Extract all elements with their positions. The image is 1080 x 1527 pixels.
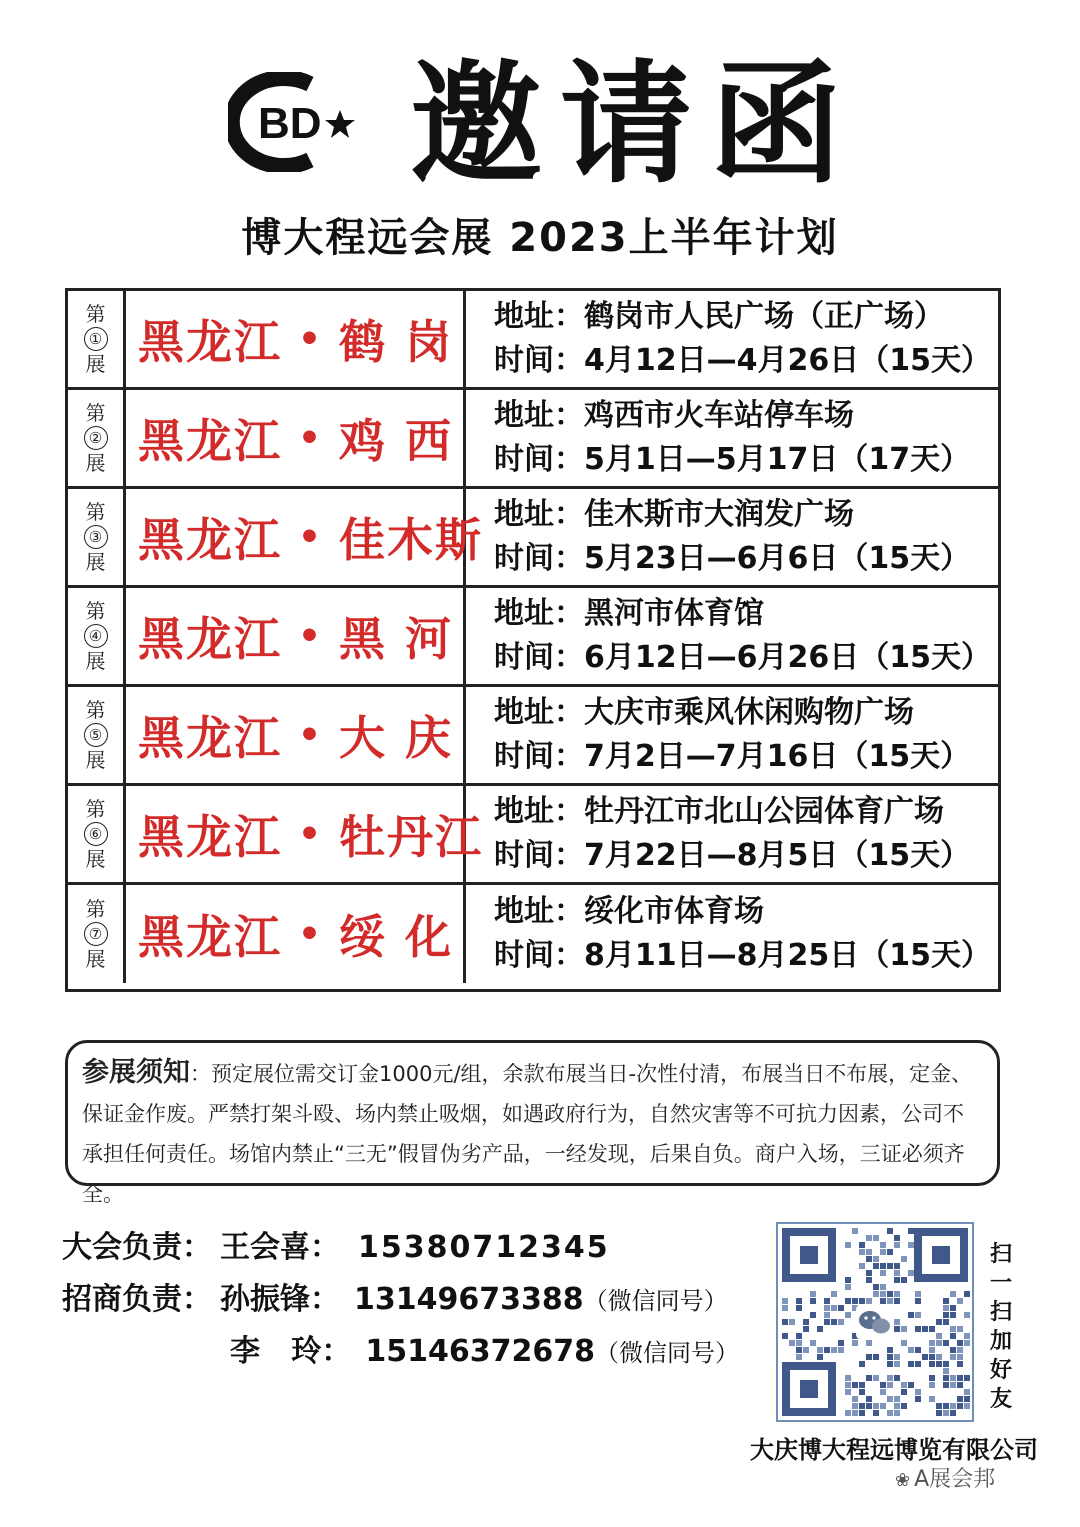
qr-module [901, 1326, 907, 1332]
qr-module [866, 1256, 872, 1262]
qr-module [950, 1347, 956, 1353]
exhibition-city: 黑龙江 • 鸡 西 [126, 390, 466, 486]
qr-module [894, 1277, 900, 1283]
qr-module [950, 1326, 956, 1332]
qr-module [831, 1347, 837, 1353]
exhibition-info [466, 588, 998, 684]
watermark [895, 1462, 995, 1493]
exhibition-number: 第 ① 展 [68, 291, 126, 387]
qr-module [950, 1312, 956, 1318]
qr-module [824, 1298, 830, 1304]
page-title: 邀请函 [410, 47, 860, 202]
sales1-name: 孙振锋： [220, 1282, 340, 1317]
qr-module [929, 1361, 935, 1367]
qr-module [803, 1319, 809, 1325]
qr-module [957, 1375, 963, 1381]
qr-module [894, 1291, 900, 1297]
qr-module [873, 1354, 879, 1360]
qr-module [950, 1382, 956, 1388]
time: 时间：7月22日—8月5日（15天） [494, 838, 971, 873]
time: 时间：8月11日—8月25日（15天） [494, 938, 991, 973]
qr-module [894, 1354, 900, 1360]
qr-module [887, 1375, 893, 1381]
qr-module [845, 1312, 851, 1318]
qr-module [845, 1242, 851, 1248]
qr-module [852, 1340, 858, 1346]
qr-module [810, 1298, 816, 1304]
exhibition-city: 黑龙江 • 牡丹江 [126, 786, 466, 882]
exhibition-city: 黑龙江 • 黑 河 [126, 588, 466, 684]
qr-module [943, 1368, 949, 1374]
sales2-note: （微信同号） [594, 1339, 739, 1367]
qr-module [887, 1347, 893, 1353]
qr-module [873, 1410, 879, 1416]
qr-module [929, 1354, 935, 1360]
company-name: 大庆博大程远博览有限公司 [750, 1436, 1038, 1464]
qr-module [894, 1375, 900, 1381]
exhibition-number: 第 ⑦ 展 [68, 885, 126, 983]
qr-module [943, 1361, 949, 1367]
time: 时间：5月23日—6月6日（15天） [494, 541, 971, 576]
qr-module [866, 1375, 872, 1381]
qr-module [880, 1249, 886, 1255]
qr-module [838, 1347, 844, 1353]
qr-module [873, 1235, 879, 1241]
qr-module [810, 1291, 816, 1297]
exhibition-info [466, 390, 998, 486]
qr-module [866, 1277, 872, 1283]
sales1-phone: 13149673388 [354, 1282, 584, 1317]
qr-module [957, 1298, 963, 1304]
qr-module [915, 1389, 921, 1395]
qr-module [859, 1242, 865, 1248]
director-name: 王会喜： [220, 1230, 340, 1265]
qr-module [929, 1382, 935, 1388]
table-row [68, 291, 998, 390]
qr-module [943, 1305, 949, 1311]
table-row [68, 885, 998, 983]
qr-module [943, 1410, 949, 1416]
qr-module [866, 1270, 872, 1276]
qr-module [929, 1347, 935, 1353]
table-row [68, 390, 998, 489]
qr-module [901, 1403, 907, 1409]
qr-module [957, 1396, 963, 1402]
qr-module [964, 1375, 970, 1381]
address: 地址：鹤岗市人民广场（正广场） [494, 299, 944, 334]
qr-module [950, 1354, 956, 1360]
qr-module [943, 1340, 949, 1346]
exhibition-number: 第 ⑤ 展 [68, 687, 126, 783]
qr-module [950, 1333, 956, 1339]
qr-module [859, 1403, 865, 1409]
qr-module [796, 1347, 802, 1353]
sales2-phone: 15146372678 [365, 1334, 595, 1369]
qr-module [901, 1340, 907, 1346]
table-row [68, 588, 998, 687]
qr-module [845, 1389, 851, 1395]
sales-label: 招商负责： [62, 1282, 212, 1317]
qr-module [831, 1319, 837, 1325]
qr-module [866, 1403, 872, 1409]
table-row [68, 687, 998, 786]
qr-module [894, 1410, 900, 1416]
qr-module [957, 1403, 963, 1409]
qr-module [866, 1235, 872, 1241]
qr-module [859, 1382, 865, 1388]
qr-module [845, 1382, 851, 1388]
qr-module [929, 1396, 935, 1402]
qr-module [887, 1361, 893, 1367]
qr-module [908, 1228, 914, 1234]
qr-module [824, 1347, 830, 1353]
time: 时间：7月2日—7月16日（15天） [494, 739, 971, 774]
qr-module [929, 1326, 935, 1332]
qr-module [887, 1228, 893, 1234]
qr-module [859, 1263, 865, 1269]
qr-module [866, 1354, 872, 1360]
exhibition-number: 第 ⑥ 展 [68, 786, 126, 882]
qr-module [908, 1361, 914, 1367]
qr-module [908, 1382, 914, 1388]
qr-module [950, 1410, 956, 1416]
qr-module [852, 1298, 858, 1304]
qr-module [908, 1312, 914, 1318]
qr-module [915, 1326, 921, 1332]
qr-module [845, 1375, 851, 1381]
sales-contact-2 [230, 1332, 739, 1373]
qr-module [880, 1270, 886, 1276]
qr-module [859, 1389, 865, 1395]
qr-module [880, 1382, 886, 1388]
qr-module [901, 1389, 907, 1395]
qr-module [859, 1361, 865, 1367]
qr-module [824, 1312, 830, 1318]
qr-pattern [778, 1224, 972, 1420]
qr-code [776, 1222, 974, 1422]
director-label: 大会负责： [62, 1230, 212, 1265]
qr-module [887, 1354, 893, 1360]
qr-module [859, 1410, 865, 1416]
qr-module [880, 1389, 886, 1395]
exhibition-info [466, 687, 998, 783]
qr-module [831, 1291, 837, 1297]
table-row [68, 786, 998, 885]
exhibition-city: 黑龙江 • 大 庆 [126, 687, 466, 783]
time: 时间：6月12日—6月26日（15天） [494, 640, 991, 675]
qr-module [887, 1410, 893, 1416]
qr-module [887, 1263, 893, 1269]
qr-module [964, 1340, 970, 1346]
exhibition-number: 第 ② 展 [68, 390, 126, 486]
qr-module [873, 1291, 879, 1297]
qr-module [894, 1319, 900, 1325]
qr-module [866, 1340, 872, 1346]
qr-module [943, 1319, 949, 1325]
qr-module [880, 1284, 886, 1290]
qr-module [894, 1235, 900, 1241]
logo-text: BD [258, 99, 322, 148]
qr-module [964, 1396, 970, 1402]
qr-module [964, 1333, 970, 1339]
qr-module [852, 1382, 858, 1388]
qr-module [936, 1410, 942, 1416]
qr-module [859, 1298, 865, 1304]
exhibition-city: 黑龙江 • 佳木斯 [126, 489, 466, 585]
qr-module [838, 1340, 844, 1346]
qr-module [873, 1375, 879, 1381]
qr-module [796, 1354, 802, 1360]
notice-label: 参展须知 [82, 1057, 190, 1088]
qr-module [943, 1298, 949, 1304]
exhibition-number: 第 ③ 展 [68, 489, 126, 585]
qr-module [957, 1347, 963, 1353]
qr-module [936, 1354, 942, 1360]
qr-module [887, 1382, 893, 1388]
qr-module [957, 1340, 963, 1346]
qr-module [936, 1333, 942, 1339]
director-contact [62, 1228, 610, 1268]
qr-module [950, 1305, 956, 1311]
qr-module [943, 1312, 949, 1318]
qr-module [908, 1242, 914, 1248]
qr-module [915, 1347, 921, 1353]
qr-module [866, 1249, 872, 1255]
schedule-table [65, 288, 1001, 992]
qr-module [852, 1403, 858, 1409]
address: 地址：绥化市体育场 [494, 894, 764, 929]
qr-module [950, 1375, 956, 1381]
qr-module [873, 1256, 879, 1262]
qr-module [782, 1319, 788, 1325]
qr-module [873, 1263, 879, 1269]
qr-module [894, 1242, 900, 1248]
address: 地址：大庆市乘风休闲购物广场 [494, 695, 914, 730]
qr-module [943, 1375, 949, 1381]
exhibition-city: 黑龙江 • 鹤 岗 [126, 291, 466, 387]
qr-module [957, 1382, 963, 1388]
qr-module [782, 1298, 788, 1304]
qr-module [943, 1403, 949, 1409]
qr-module [782, 1305, 788, 1311]
qr-module [887, 1249, 893, 1255]
qr-module [915, 1298, 921, 1304]
qr-module [957, 1326, 963, 1332]
qr-module [880, 1291, 886, 1297]
qr-module [894, 1403, 900, 1409]
exhibition-info [466, 489, 998, 585]
scan-instruction: 扫一扫加好友 [989, 1242, 1012, 1412]
qr-module [894, 1270, 900, 1276]
qr-module [964, 1389, 970, 1395]
qr-module [880, 1298, 886, 1304]
qr-module [894, 1326, 900, 1332]
sales1-note: （微信同号） [583, 1287, 728, 1315]
qr-module [845, 1284, 851, 1290]
address: 地址：佳木斯市大润发广场 [494, 497, 854, 532]
qr-module [845, 1277, 851, 1283]
qr-module [887, 1396, 893, 1402]
qr-module [936, 1361, 942, 1367]
qr-module [803, 1326, 809, 1332]
address: 地址：鸡西市火车站停车场 [494, 398, 854, 433]
address: 地址：黑河市体育馆 [494, 596, 764, 631]
qr-module [817, 1354, 823, 1360]
director-phone: 15380712345 [358, 1230, 610, 1265]
qr-module [908, 1347, 914, 1353]
exhibition-number: 第 ④ 展 [68, 588, 126, 684]
qr-module [859, 1249, 865, 1255]
time: 时间：5月1日—5月17日（17天） [494, 442, 971, 477]
qr-module [922, 1326, 928, 1332]
watermark-text: A展会邦 [914, 1467, 996, 1492]
qr-module [852, 1410, 858, 1416]
qr-module [852, 1228, 858, 1234]
qr-module [894, 1396, 900, 1402]
qr-module [796, 1333, 802, 1339]
qr-module [796, 1298, 802, 1304]
qr-module [901, 1277, 907, 1283]
qr-module [866, 1298, 872, 1304]
qr-module [915, 1312, 921, 1318]
qr-module [803, 1347, 809, 1353]
qr-module [901, 1256, 907, 1262]
exhibition-city: 黑龙江 • 绥 化 [126, 885, 466, 983]
exhibitor-notice [65, 1040, 1000, 1206]
qr-module [894, 1263, 900, 1269]
qr-module [915, 1361, 921, 1367]
qr-module [789, 1340, 795, 1346]
table-row [68, 489, 998, 588]
qr-module [915, 1291, 921, 1297]
exhibition-info [466, 885, 998, 983]
page-subtitle: 博大程远会展 2023上半年计划 [241, 215, 839, 261]
wechat-icon: ❀ [895, 1470, 911, 1491]
qr-module [831, 1305, 837, 1311]
qr-module [824, 1319, 830, 1325]
qr-module [887, 1291, 893, 1297]
qr-module [964, 1312, 970, 1318]
qr-module [796, 1340, 802, 1346]
qr-module [908, 1270, 914, 1276]
qr-module [880, 1403, 886, 1409]
qr-module [838, 1305, 844, 1311]
qr-module [817, 1326, 823, 1332]
company-logo [228, 72, 358, 172]
exhibition-info [466, 291, 998, 387]
qr-module [943, 1382, 949, 1388]
sales-contact-1 [62, 1280, 728, 1321]
qr-module [936, 1340, 942, 1346]
qr-module [845, 1298, 851, 1304]
qr-module [852, 1396, 858, 1402]
qr-module [929, 1340, 935, 1346]
qr-module [880, 1242, 886, 1248]
qr-module [901, 1382, 907, 1388]
qr-module [873, 1403, 879, 1409]
qr-module [957, 1361, 963, 1367]
qr-module [824, 1305, 830, 1311]
address: 地址：牡丹江市北山公园体育广场 [494, 794, 944, 829]
qr-module [838, 1319, 844, 1325]
qr-module [810, 1312, 816, 1318]
exhibition-info [466, 786, 998, 882]
qr-module [880, 1263, 886, 1269]
sales2-name: 李 玲： [230, 1334, 352, 1369]
qr-module [964, 1291, 970, 1297]
qr-module [894, 1361, 900, 1367]
qr-module [810, 1340, 816, 1346]
qr-module [782, 1333, 788, 1339]
qr-module [964, 1403, 970, 1409]
qr-module [789, 1319, 795, 1325]
qr-module [796, 1305, 802, 1311]
qr-module [894, 1298, 900, 1304]
qr-module [922, 1354, 928, 1360]
qr-module [887, 1298, 893, 1304]
qr-module [950, 1403, 956, 1409]
qr-module [873, 1284, 879, 1290]
qr-module [950, 1291, 956, 1297]
qr-module [915, 1396, 921, 1402]
qr-module [845, 1410, 851, 1416]
qr-module [817, 1347, 823, 1353]
notice-text: ：预定展位需交订金1000元/组，余款布展当日-次性付清，布展当日不布展，定金、保证金作废。严禁打架斗殴、场内禁止吸烟，如遇政府行为，自然灾害等不可抗力因素，公司不承担任何责任。场馆内禁止“三无”假冒伪劣产品，一经发现，后果自负。商户入场，三证必须齐全。 [82, 1062, 973, 1206]
qr-module [929, 1375, 935, 1381]
qr-module [866, 1396, 872, 1402]
qr-module [936, 1319, 942, 1325]
time: 时间：4月12日—4月26日（15天） [494, 343, 991, 378]
qr-module [957, 1354, 963, 1360]
qr-module [936, 1403, 942, 1409]
